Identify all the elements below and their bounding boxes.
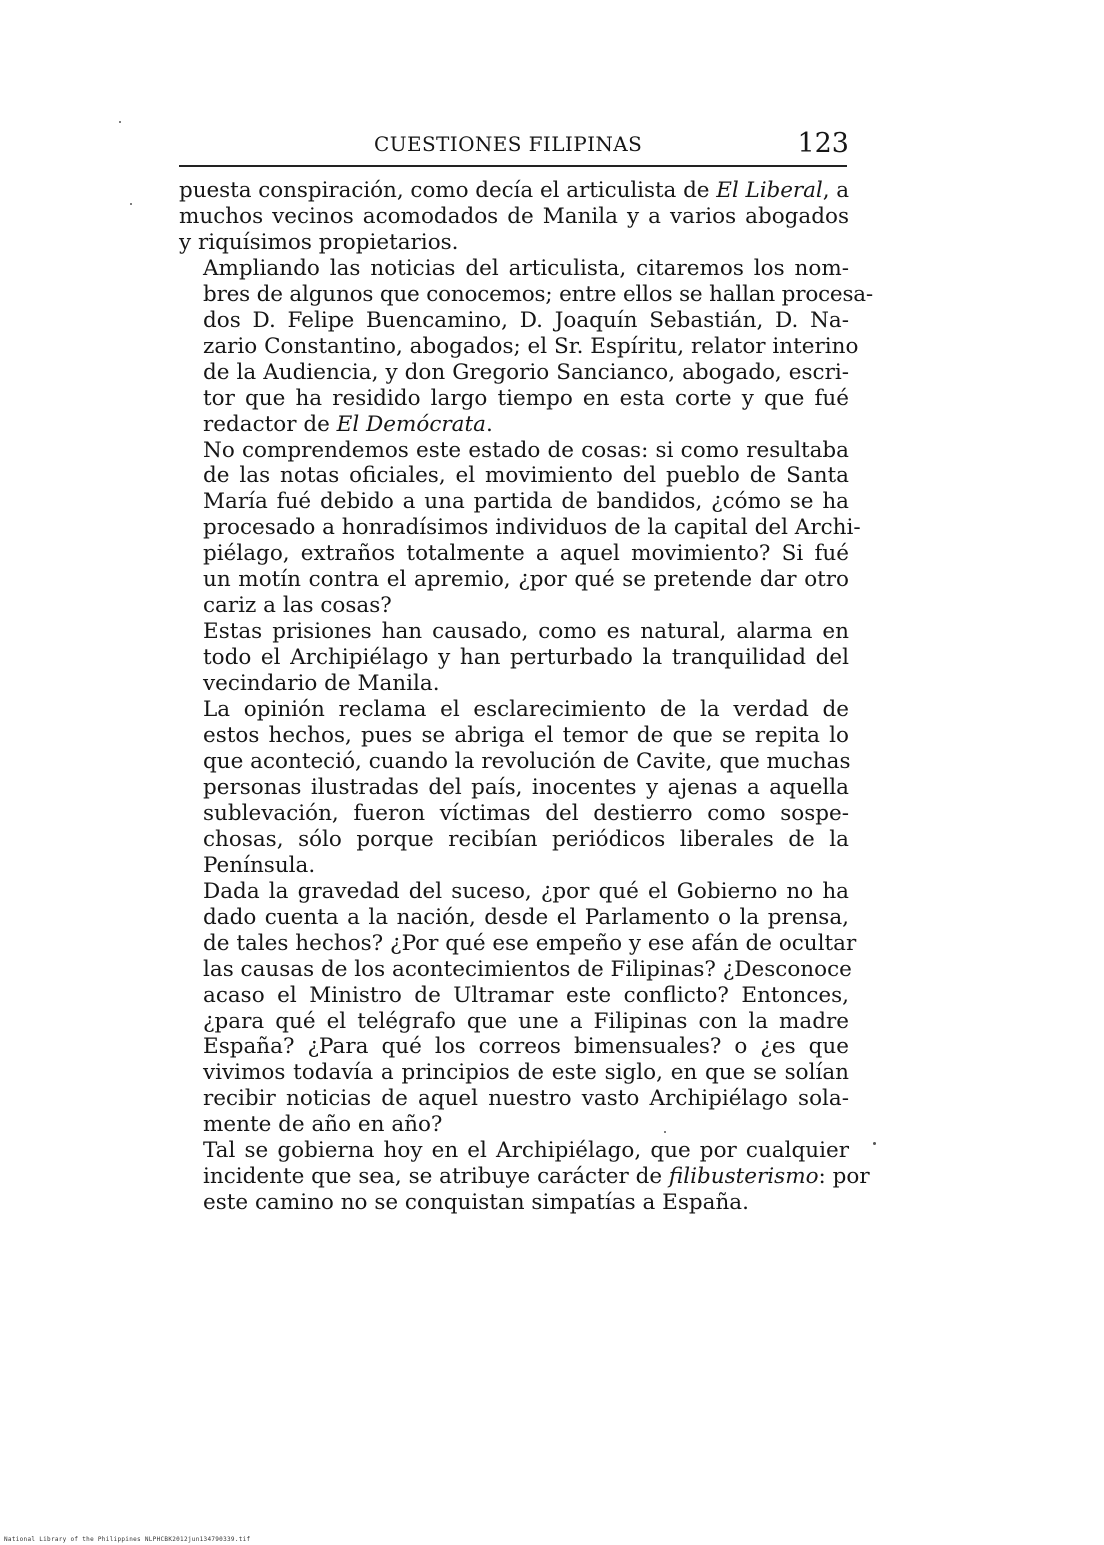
text-line: acaso el Ministro de Ultramar este conflicto? Entonces, xyxy=(203,982,849,1008)
header-rule xyxy=(179,165,847,167)
text-line: puesta conspiración, como decía el articulista de El Liberal, a xyxy=(179,178,849,203)
paragraph xyxy=(179,878,857,1139)
text-line: de tales hechos? ¿Por qué ese empeño y ese afán de ocultar xyxy=(203,930,857,956)
text-line: No comprendemos este estado de cosas: si como resultaba xyxy=(203,437,849,463)
text-line: chosas, sólo porque recibían periódicos liberales de la xyxy=(203,826,849,852)
text-line: zario Constantino, abogados; el Sr. Espíritu, relator interino xyxy=(203,333,859,359)
text-line: todo el Archipiélago y han perturbado la tranquilidad del xyxy=(203,645,849,671)
text-line: dado cuenta a la nación, desde el Parlamento o la prensa, xyxy=(203,904,849,930)
scan-speck xyxy=(130,203,132,205)
text-line: Ampliando las noticias del articulista, citaremos los nom- xyxy=(203,255,849,281)
text-line: Estas prisiones han causado, como es natural, alarma en xyxy=(203,619,849,645)
text-line: sublevación, fueron víctimas del destierro como sospe- xyxy=(203,800,849,826)
text-line: mente de año en año? xyxy=(203,1112,443,1138)
text-line: cariz a las cosas? xyxy=(203,593,392,619)
text-line: piélago, extraños totalmente a aquel movimiento? Si fué xyxy=(203,541,849,567)
paragraph xyxy=(179,437,861,620)
text-line: de la Audiencia, y don Gregorio Sancianco, abogado, escri- xyxy=(203,359,849,385)
paragraph xyxy=(179,697,849,879)
text-line: España? ¿Para qué los correos bimensuales? o ¿es que xyxy=(203,1034,849,1060)
paragraph xyxy=(179,255,873,438)
text-line: incidente que sea, se atribuye carácter de filibusterismo: por xyxy=(203,1164,870,1190)
page-number: 123 xyxy=(797,128,849,159)
text-line: vivimos todavía a principios de este siglo, en que se solían xyxy=(203,1060,849,1086)
text-line: bres de algunos que conocemos; entre ellos se hallan procesa- xyxy=(203,281,873,307)
paragraph xyxy=(179,178,849,256)
text-line: Dada la gravedad del suceso, ¿por qué el Gobierno no ha xyxy=(203,878,849,904)
paragraph xyxy=(179,1138,870,1216)
text-line: María fué debido a una partida de bandidos, ¿cómo se ha xyxy=(203,489,849,515)
text-line: un motín contra el apremio, ¿por qué se pretende dar otro xyxy=(203,567,849,593)
text-line: personas ilustradas del país, inocentes y ajenas a aquella xyxy=(203,774,849,800)
scan-speck xyxy=(119,121,121,123)
running-title: CUESTIONES FILIPINAS xyxy=(374,132,643,156)
text-line: estos hechos, pues se abriga el temor de que se repita lo xyxy=(203,723,849,749)
scan-reference: National Library of the Philippines NLPHCBK2012jun134790339.tif xyxy=(4,1536,251,1543)
scan-speck xyxy=(873,1142,876,1145)
text-line: procesado a honradísimos individuos de la capital del Archi- xyxy=(203,515,861,541)
text-line: dos D. Felipe Buencamino, D. Joaquín Sebastián, D. Na- xyxy=(203,307,849,333)
running-header xyxy=(179,128,849,160)
text-line: tor que ha residido largo tiempo en esta corte y que fué xyxy=(203,385,849,411)
text-line: vecindario de Manila. xyxy=(203,671,440,697)
text-line: que aconteció, cuando la revolución de Cavite, que muchas xyxy=(203,748,851,774)
text-line: muchos vecinos acomodados de Manila y a varios abogados xyxy=(179,203,849,229)
text-line: redactor de El Demócrata. xyxy=(203,411,493,437)
scan-speck xyxy=(664,1131,666,1133)
body-text xyxy=(179,178,873,1216)
text-line: y riquísimos propietarios. xyxy=(179,229,459,255)
text-line: las causas de los acontecimientos de Filipinas? ¿Desconoce xyxy=(203,956,852,982)
paragraph xyxy=(179,619,849,697)
text-line: ¿para qué el telégrafo que une a Filipinas con la madre xyxy=(203,1008,849,1034)
text-line: recibir noticias de aquel nuestro vasto Archipiélago sola- xyxy=(203,1086,849,1112)
text-line: de las notas oficiales, el movimiento del pueblo de Santa xyxy=(203,463,849,489)
text-line: La opinión reclama el esclarecimiento de la verdad de xyxy=(203,697,849,723)
text-line: este camino no se conquistan simpatías a España. xyxy=(203,1190,749,1216)
text-line: Tal se gobierna hoy en el Archipiélago, que por cualquier xyxy=(203,1138,849,1164)
text-line: Península. xyxy=(203,852,316,878)
